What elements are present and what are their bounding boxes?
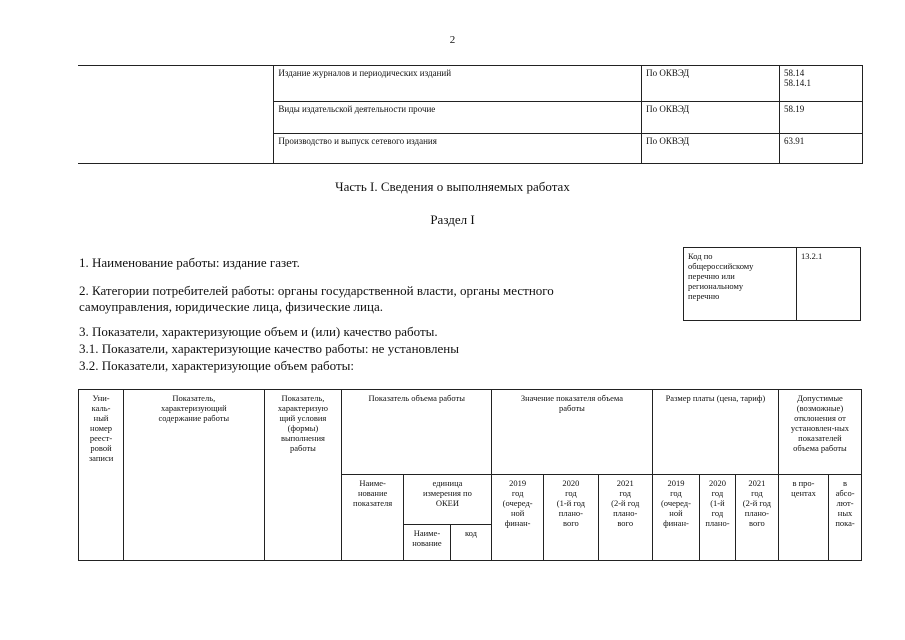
okved-basis: По ОКВЭД [642,134,780,164]
header-value-2019: 2019 год (очеред- ной финан- [491,475,543,561]
table-row [78,66,863,102]
header-content: Показатель, характеризующий содержание работы [124,390,264,561]
item-3-1: 3.1. Показатели, характеризующие качество работы: не установлены [79,341,459,356]
blank-cell [78,66,274,164]
okved-name: Виды издательской деятельности прочие [274,102,642,134]
header-indicator-value: Значение показателя объема работы [491,390,652,475]
header-conditions: Показатель, характеризую щий условия (формы) выполнения работы [264,390,342,561]
item-3: 3. Показатели, характеризующие объем и (или) качество работы. [79,324,438,339]
header-value-2021: 2021 год (2-й год плано- вого [598,475,652,561]
okved-name: Производство и выпуск сетевого издания [274,134,642,164]
header-fee-2021: 2021 год (2-й год плано- вого [735,475,778,561]
table-header-row [79,390,862,475]
okved-table [78,65,863,164]
okved-code: 63.91 [780,134,863,164]
header-value-2020: 2020 год (1-й год плано- вого [544,475,598,561]
header-deviation: Допустимые (возможные) отклонения от установлен-ных показателей объема работы [778,390,861,475]
okved-basis: По ОКВЭД [642,102,780,134]
header-unit-name: Наиме- нование [403,525,450,561]
volume-table [78,389,862,561]
header-unique-number: Уни- каль- ный номер реест- ровой записи [79,390,124,561]
header-unit: единица измерения по ОКЕИ [403,475,491,525]
header-volume-indicator: Показатель объема работы [342,390,492,475]
code-box-label: Код по общероссийскому перечню или региональному перечню [684,248,797,321]
okved-code: 58.14 58.14.1 [780,66,863,102]
item-2: 2. Категории потребителей работы: органы государственной власти, органы местного самоуправления, юридические лица, физические лица. [79,283,554,314]
item-1: 1. Наименование работы: издание газет. [79,255,300,270]
okved-basis: По ОКВЭД [642,66,780,102]
section-title: Раздел I [430,212,475,227]
item-3-2: 3.2. Показатели, характеризующие объем работы: [79,358,354,373]
header-deviation-absolute: в абсо- лют- ных пока- [829,475,862,561]
okved-code: 58.19 [780,102,863,134]
header-fee: Размер платы (цена, тариф) [652,390,778,475]
header-fee-2020: 2020 год (1-й год плано- [700,475,736,561]
page-number: 2 [449,34,456,46]
header-deviation-percent: в про- центах [778,475,828,561]
header-unit-code: код [451,525,492,561]
header-fee-2019: 2019 год (очеред- ной финан- [652,475,699,561]
okved-name: Издание журналов и периодических изданий [274,66,642,102]
code-box [683,247,861,321]
header-indicator-name: Наиме- нование показателя [342,475,403,561]
code-box-value: 13.2.1 [797,248,861,321]
part-title: Часть I. Сведения о выполняемых работах [335,179,570,194]
